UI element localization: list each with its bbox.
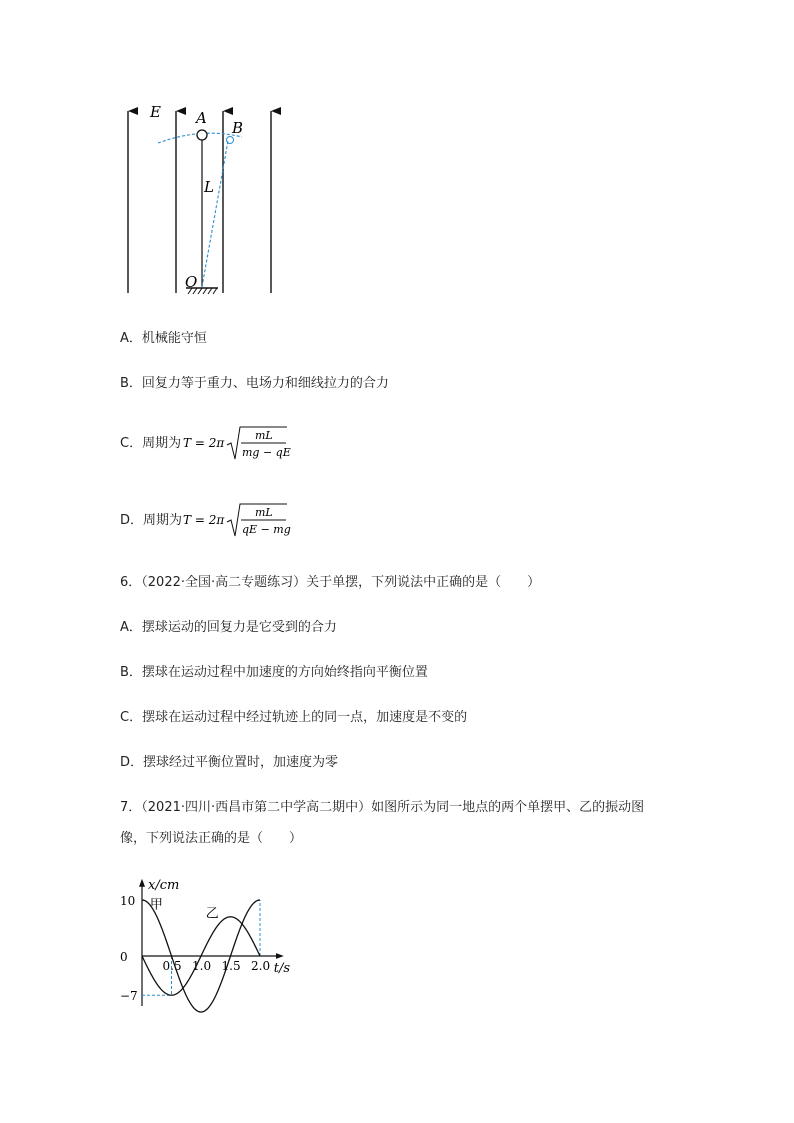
svg-text:mL: mL [255,506,273,519]
label-a: A [196,109,207,127]
y-tick-label: 10 [120,894,136,908]
y-axis-label: x/cm [148,877,180,893]
series-label-yi: 乙 [205,906,219,922]
label-e: E [150,103,161,121]
x-axis-label: t/s [273,961,291,976]
q6-option-c: C．摆球在运动过程中经过轨迹上的同一点，加速度是不变的 [120,710,468,725]
ball-b [227,137,234,144]
label-b: B [232,119,244,137]
y-tick-label: −7 [120,989,138,1004]
q6-stem: 6．（2022·全国·高二专题练习）关于单摆，下列说法中正确的是（ ） [120,575,541,590]
svg-text:mL: mL [255,429,273,442]
q7-stem-line2: 像，下列说法正确的是（ ） [120,831,303,846]
q5-option-a: A．机械能守恒 [120,331,207,346]
q6-option-a: A．摆球运动的回复力是它受到的合力 [120,620,337,635]
x-tick-label: 0.5 [162,959,182,973]
q5-formula-c [183,423,293,463]
svg-text:T = 2π: T = 2π [183,513,225,527]
svg-text:qE − mg: qE − mg [242,523,291,536]
q5-formula-d [183,500,293,540]
vibration-chart [110,862,310,1022]
ball-a [197,130,207,140]
q6-option-b: B．摆球在运动过程中加速度的方向始终指向平衡位置 [120,665,428,680]
y-tick-label: 0 [120,950,128,964]
svg-text:mg − qE: mg − qE [242,446,291,459]
q5-option-d: D．周期为 [120,513,183,528]
q7-stem-line1: 7．（2021·四川·西昌市第二中学高二期中）如图所示为同一地点的两个单摆甲、乙的振动图 [120,800,645,815]
x-tick-label: 2.0 [251,959,271,973]
label-l: L [204,178,214,196]
x-tick-label: 1.0 [192,959,212,973]
q5-option-b: B．回复力等于重力、电场力和细线拉力的合力 [120,376,389,391]
q5-option-c: C．周期为 [120,436,182,451]
label-o: O [185,273,198,291]
displaced-string [202,141,228,287]
q6-option-d: D．摆球经过平衡位置时，加速度为零 [120,755,339,770]
pendulum-field-figure [110,95,310,305]
series-label-jia: 甲 [149,897,163,913]
svg-text:T = 2π: T = 2π [183,436,225,450]
x-tick-label: 1.5 [221,959,241,973]
